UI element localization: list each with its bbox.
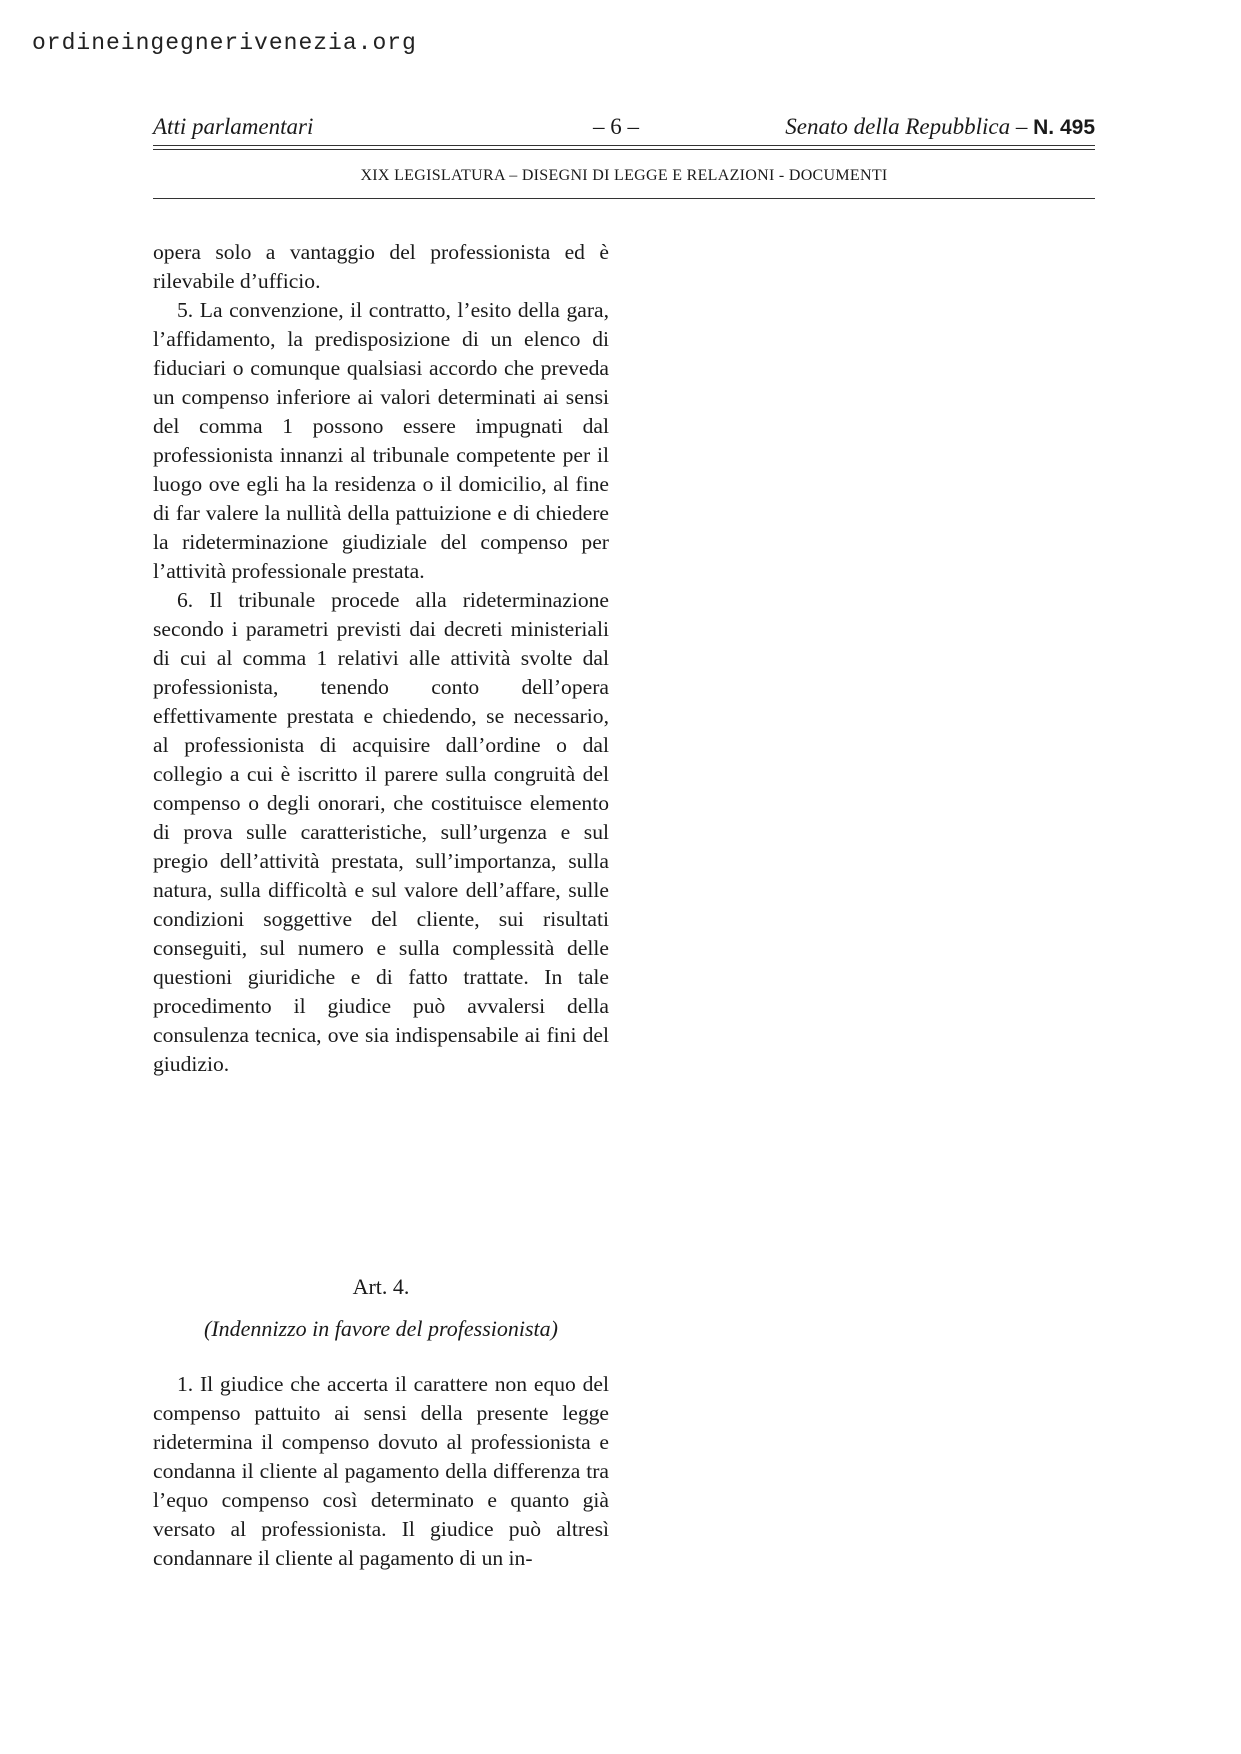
article-column	[153, 1370, 609, 1573]
article-title: Art. 4.	[352, 1274, 410, 1299]
watermark: ordineingegnerivenezia.org	[32, 30, 417, 56]
paragraph-continuation: opera solo a vantaggio del professionista ed è rilevabile d’ufficio.	[153, 240, 609, 293]
subheader-rule	[153, 198, 1095, 199]
header-senate: Senato della Repubblica	[785, 114, 1011, 139]
header-dash: –	[1015, 114, 1028, 139]
legislature-subheader: XIX LEGISLATURA – DISEGNI DI LEGGE E RELAZIONI - DOCUMENTI	[360, 167, 888, 184]
document-number: N. 495	[1033, 116, 1095, 139]
header-right	[785, 114, 1095, 140]
page-number: – 6 –	[593, 114, 639, 139]
paragraph-5: 5. La convenzione, il contratto, l’esito della gara, l’affidamento, la predisposizione di un elenco di fiduciari o comunque qualsiasi accordo che preveda un compenso inferiore ai valori determinati ai sensi del comma 1 possono essere impugnati dal professionista innanzi al tribunale competente per il luogo ove egli ha la residenza o il domicilio, al fine di far valere la nullità della pattuizione e di chiedere la rideterminazione giudiziale del compenso per l’attività professionale prestata.	[153, 298, 609, 583]
paragraph-6: 6. Il tribunale procede alla rideterminazione secondo i parametri previsti dai decreti ministeriali di cui al comma 1 relativi alle attività svolte dal professionista, tenendo conto dell’opera effettivamente prestata e chiedendo, se necessario, al professionista di acquisire dall’ordine o dal collegio a cui è iscritto il parere sulla congruità del compenso o degli onorari, che costituisce elemento di prova sulle caratteristiche, sull’urgenza e sul pregio dell’attività prestata, sull’importanza, sulla natura, sulla difficoltà e sul valore dell’affare, sulle condizioni soggettive del cliente, sui risultati conseguiti, sul numero e sulla complessità delle questioni giuridiche e di fatto trattate. In tale procedimento il giudice può avvalersi della consulenza tecnica, ove sia indispensabile ai fini del giudizio.	[153, 588, 609, 1076]
body-column	[153, 238, 609, 1079]
header-left: Atti parlamentari	[153, 114, 314, 139]
header-rule-top	[153, 145, 1095, 146]
article-paragraph-1: 1. Il giudice che accerta il carattere non equo del compenso pattuito ai sensi della presente legge ridetermina il compenso dovuto al professionista e condanna il cliente al pagamento della differenza tra l’equo compenso così determinato e quanto già versato al professionista. Il giudice può altresì condannare il cliente al pagamento di un in-	[153, 1372, 609, 1570]
header-rule-bottom	[153, 149, 1095, 150]
page-header	[153, 114, 1095, 144]
article-subtitle: (Indennizzo in favore del professionista)	[204, 1316, 558, 1341]
